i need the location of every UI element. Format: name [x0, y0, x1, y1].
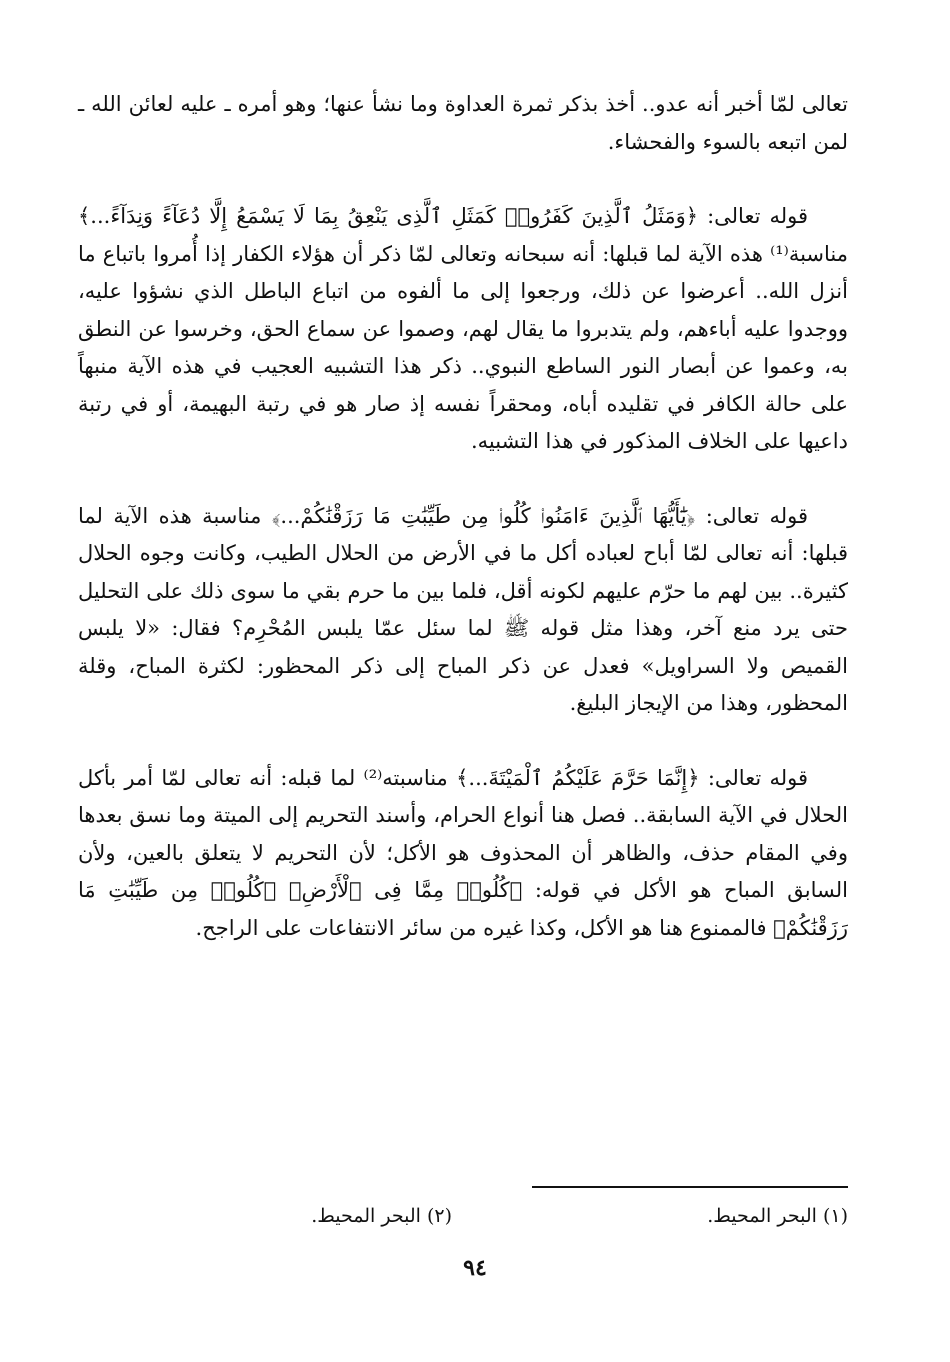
- page-number: ٩٤: [463, 1255, 487, 1281]
- footnote-2: (٢) البحر المحيط.: [311, 1205, 452, 1227]
- page-body: [78, 86, 848, 984]
- paragraph-verse-disbelievers: قوله تعالى: ﴿وَمَثَلُ ٱلَّذِينَ كَفَرُوا۟ كَمَثَلِ ٱلَّذِى يَنْعِقُ بِمَا لَا يَسْمَعُ إِلَّا دُعَآءً وَنِدَآءً...﴾ مناسبة⁽¹⁾ هذه الآية لما قبلها: أنه سبحانه وتعالى لمّا ذكر أن هؤلاء الكفار إذا أُمروا باتباع ما أنزل الله.. أعرضوا عن ذلك، ورجعوا إلى ما ألفوه من اتباع الباطل الذي نشؤوا عليه، ووجدوا عليه أباءهم، ولم يتدبروا ما يقال لهم، وصموا عن سماع الحق، وخرسوا عن النطق به، وعموا عن أبصار النور الساطع النبوي.. ذكر هذا التشبيه العجيب في هذه الآية منبهاً على حالة الكافر في تقليده أباه، ومحقراً نفسه إذ صار هو في رتبة البهيمة، أو في رتبة داعيها على الخلاف المذكور في هذا التشبيه.: [78, 204, 848, 453]
- footnote-divider: [532, 1186, 848, 1188]
- paragraph-verse-forbidden: قوله تعالى: ﴿إِنَّمَا حَرَّمَ عَلَيْكُمُ ٱلْمَيْتَةَ...﴾ مناسبته⁽²⁾ لما قبله: أنه تعالى لمّا أمر بأكل الحلال في الآية السابقة.. فصل هنا أنواع الحرام، وأسند التحريم إلى الميتة وما نسق بعدها وفي المقام حذف، والظاهر أن المحذوف هو الأكل؛ لأن التحريم لا يتعلق بالعين، ولأن السابق المباح هو الأكل في قوله: ﴿كُلُوا۟ مِمَّا فِى ٱلْأَرْضِ﴾ ﴿كُلُوا۟ مِن طَيِّبَٰتِ مَا رَزَقْنَٰكُمْ﴾ فالممنوع هنا هو الأكل، وكذا غيره من سائر الانتفاعات على الراجح.: [78, 765, 848, 940]
- paragraph-continuation: تعالى لمّا أخبر أنه عدو.. أخذ بذكر ثمرة العداوة وما نشأ عنها؛ وهو أمره ـ عليه لعائن الله ـ لمن اتبعه بالسوء والفحشاء.: [78, 92, 848, 154]
- paragraph-verse-eat-good-things: قوله تعالى: ﴿يَٰٓأَيُّهَا ٱلَّذِينَ ءَامَنُوا۟ كُلُوا۟ مِن طَيِّبَٰتِ مَا رَزَقْنَٰكُمْ...﴾ مناسبة هذه الآية لما قبلها: أنه تعالى لمّا أباح لعباده أكل ما في الأرض من الحلال الطيب، وكانت وجوه الحلال كثيرة.. بين لهم ما حرّم عليهم لكونه أقل، فلما بين ما حرم بقي ما سوى ذلك على التحليل حتى يرد منع آخر، وهذا مثل قوله ﷺ لما سئل عمّا يلبس المُحْرِم؟ فقال: «لا يلبس القميص ولا السراويل» فعدل عن ذكر المباح إلى ذكر المحظور: لكثرة المباح، وقلة المحظور، وهذا من الإيجاز البليغ.: [78, 503, 848, 715]
- footnote-1: (١) البحر المحيط.: [707, 1205, 848, 1227]
